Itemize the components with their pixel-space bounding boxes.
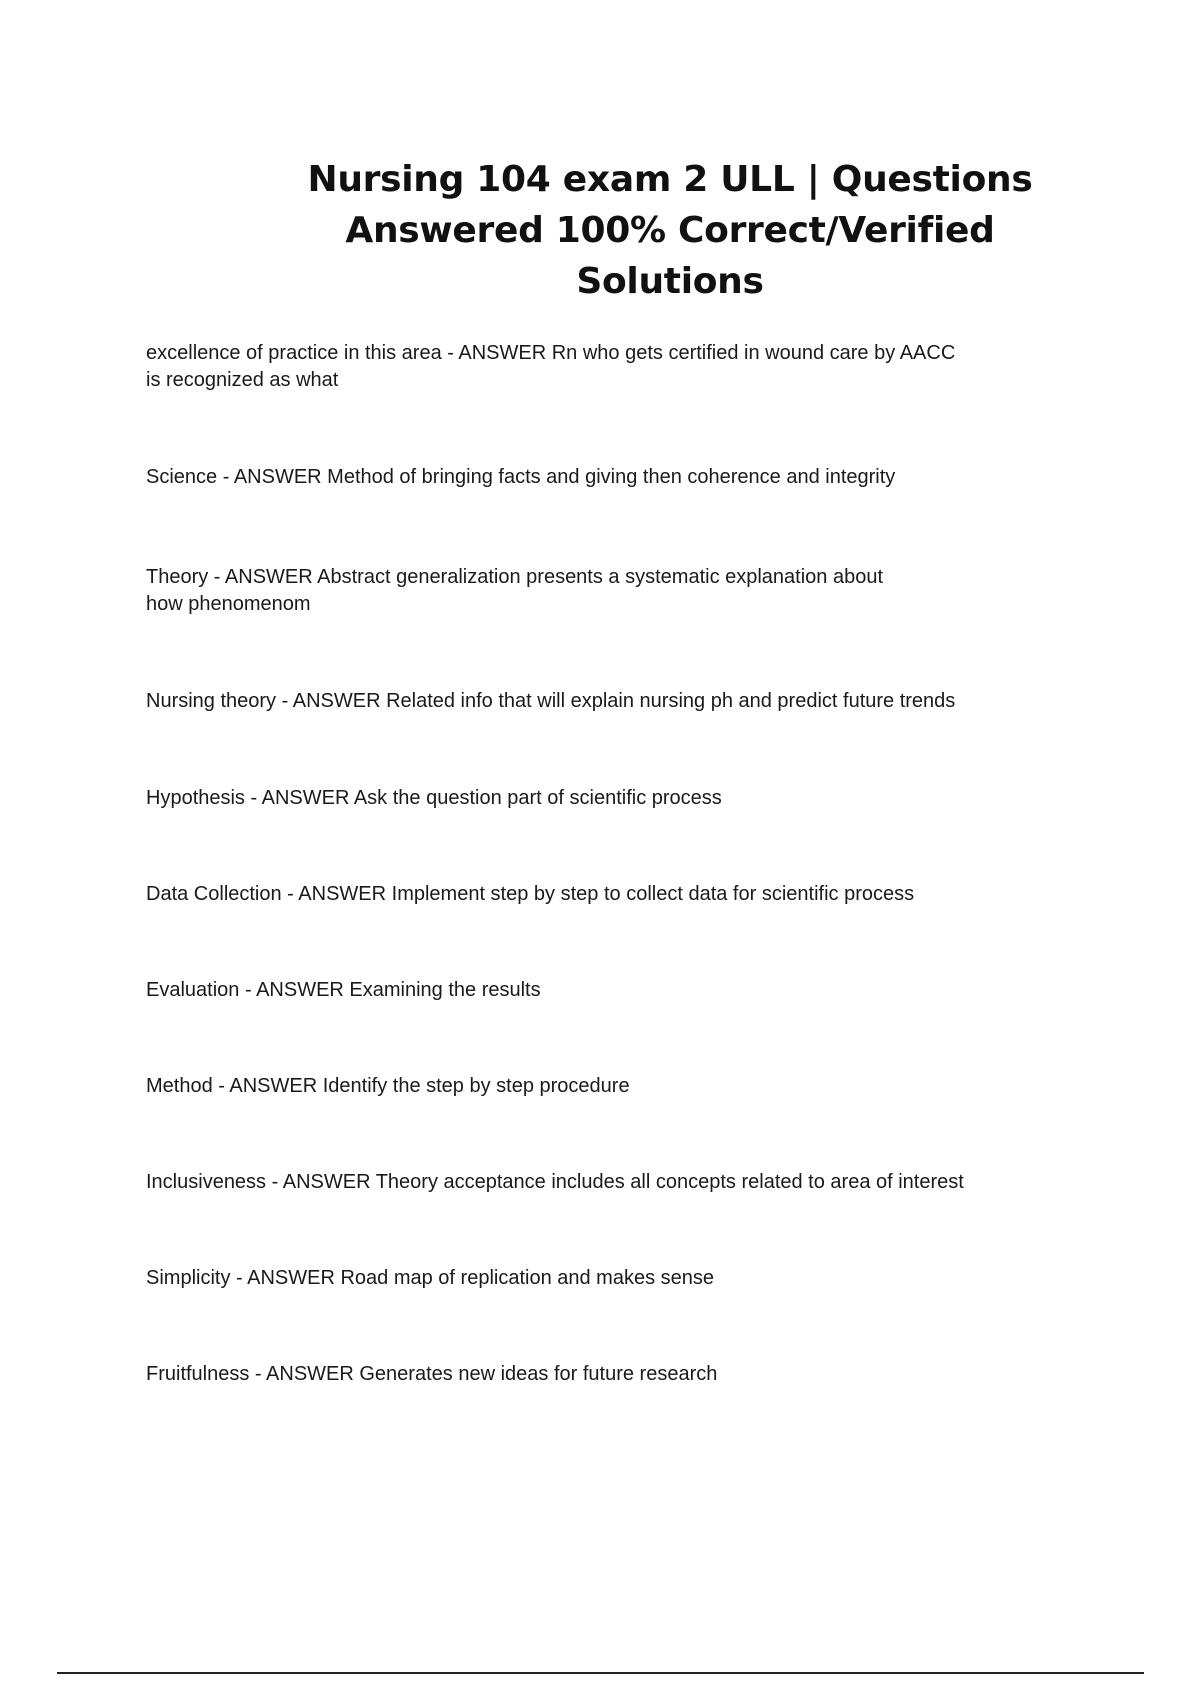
qa-entry-science xyxy=(146,464,1066,491)
qa-entry-text: Inclusiveness - ANSWER Theory acceptance includes all concepts related to area of interest xyxy=(146,1171,964,1193)
qa-entry-simplicity xyxy=(146,1265,1066,1292)
qa-entry-text: Theory - ANSWER Abstract generalization presents a systematic explanation about xyxy=(146,566,884,588)
qa-entry-theory xyxy=(146,564,1066,618)
qa-entry-text: Fruitfulness - ANSWER Generates new ideas for future research xyxy=(146,1363,718,1385)
qa-entry-inclusiveness xyxy=(146,1169,1066,1196)
qa-entry-hypothesis xyxy=(146,785,1066,812)
qa-entry-fruitfulness xyxy=(146,1361,1066,1388)
qa-entry-text: excellence of practice in this area - ANSWER Rn who gets certified in wound care by AACC xyxy=(146,342,956,364)
qa-entry-text-continued: is recognized as what xyxy=(146,369,339,391)
qa-entry-text: Hypothesis - ANSWER Ask the question part of scientific process xyxy=(146,787,722,809)
qa-entry-text-continued: how phenomenom xyxy=(146,593,311,615)
qa-entry-nursing-theory xyxy=(146,688,1066,715)
qa-entry-evaluation xyxy=(146,977,1066,1004)
title-line-3: Solutions xyxy=(576,261,764,302)
qa-entry-text: Nursing theory - ANSWER Related info that will explain nursing ph and predict future trends xyxy=(146,690,956,712)
qa-entry-text: Evaluation - ANSWER Examining the results xyxy=(146,979,541,1001)
title-line-2: Answered 100% Correct/Verified xyxy=(345,210,995,251)
title-line-1: Nursing 104 exam 2 ULL | Questions xyxy=(307,159,1033,200)
qa-entry-excellence-of-practice xyxy=(146,340,1066,394)
qa-entry-text: Science - ANSWER Method of bringing facts and giving then coherence and integrity xyxy=(146,466,896,488)
qa-entry-method xyxy=(146,1073,1066,1100)
qa-entry-text: Method - ANSWER Identify the step by step procedure xyxy=(146,1075,630,1097)
qa-entry-text: Simplicity - ANSWER Road map of replication and makes sense xyxy=(146,1267,715,1289)
qa-entry-text: Data Collection - ANSWER Implement step by step to collect data for scientific process xyxy=(146,883,915,905)
footer-divider xyxy=(57,1672,1144,1674)
page-title xyxy=(300,154,1040,307)
qa-entry-data-collection xyxy=(146,881,1066,908)
